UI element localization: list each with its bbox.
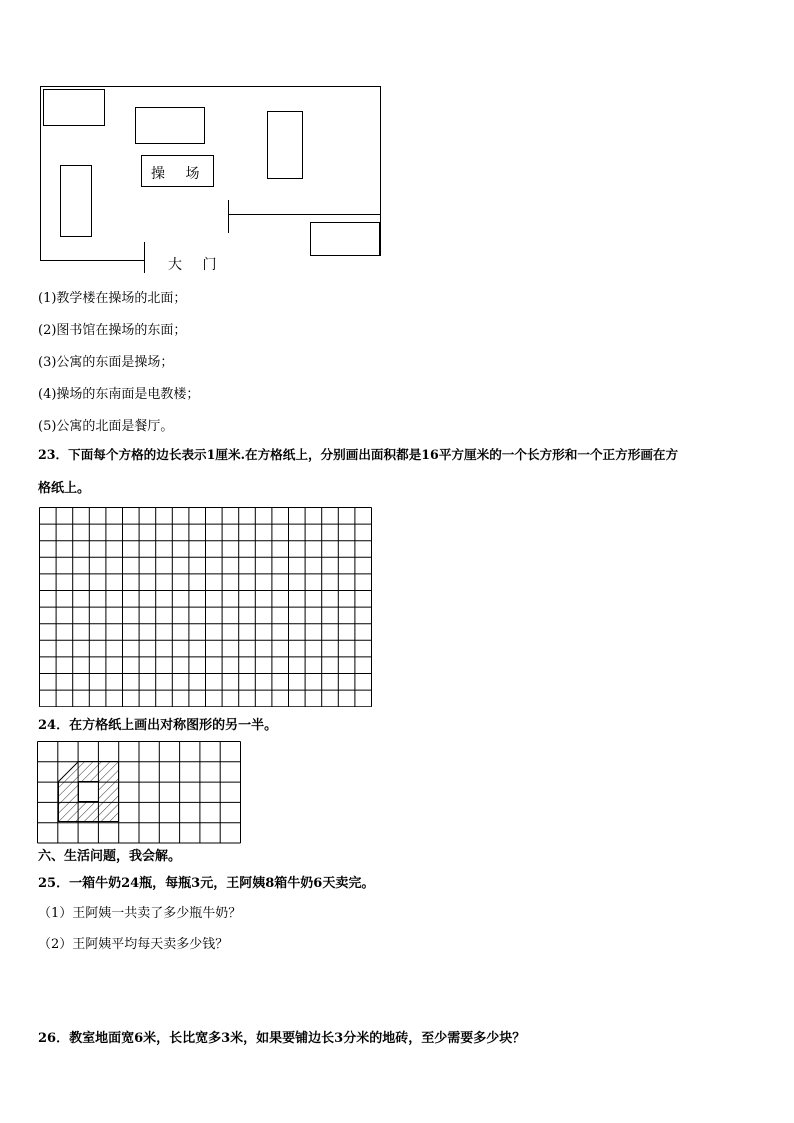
q25-sub1: （1）王阿姨一共卖了多少瓶牛奶？ (38, 906, 242, 921)
playground-label: 操 场 (151, 166, 208, 182)
q24-question: 24．在方格纸上画出对称图形的另一半。 (38, 718, 278, 733)
building-right-tall (268, 112, 303, 179)
q25-question: 25．一箱牛奶24瓶，每瓶3元，王阿姨8箱牛奶6天卖完。 (38, 876, 375, 891)
gate-label: 大 门 (168, 257, 225, 273)
q23-question-line1: 23．下面每个方格的边长表示1厘米.在方格纸上，分别画出面积都是16平方厘米的一个长方形和一个正方形画在方 (38, 447, 679, 462)
q25-sub2: （2）王阿姨平均每天卖多少钱？ (38, 937, 229, 952)
building-bottom-right (311, 223, 380, 256)
building-top-left (44, 90, 105, 126)
building-top-center (136, 108, 205, 144)
section-6-title: 六、生活问题，我会解。 (38, 849, 182, 864)
building-left-tall (61, 166, 92, 237)
half-figure-hatched (59, 762, 119, 822)
school-map-diagram (0, 0, 794, 300)
q26-question: 26．教室地面宽6米，长比宽多3米，如果要铺边长3分米的地砖，至少需要多少块？ (38, 1031, 526, 1046)
q23-square-grid[interactable] (39, 507, 377, 707)
q22-item-4: (4)操场的东南面是电教楼； (38, 387, 200, 402)
q22-item-1: (1)教学楼在操场的北面； (38, 291, 187, 306)
q22-item-3: (3)公寓的东面是操场； (38, 355, 174, 370)
q22-item-2: (2)图书馆在操场的东面； (38, 323, 187, 338)
q22-item-5: (5)公寓的北面是餐厅。 (38, 419, 174, 434)
q24-symmetry-grid[interactable] (37, 741, 244, 845)
q23-question-line2: 格纸上。 (38, 481, 91, 496)
